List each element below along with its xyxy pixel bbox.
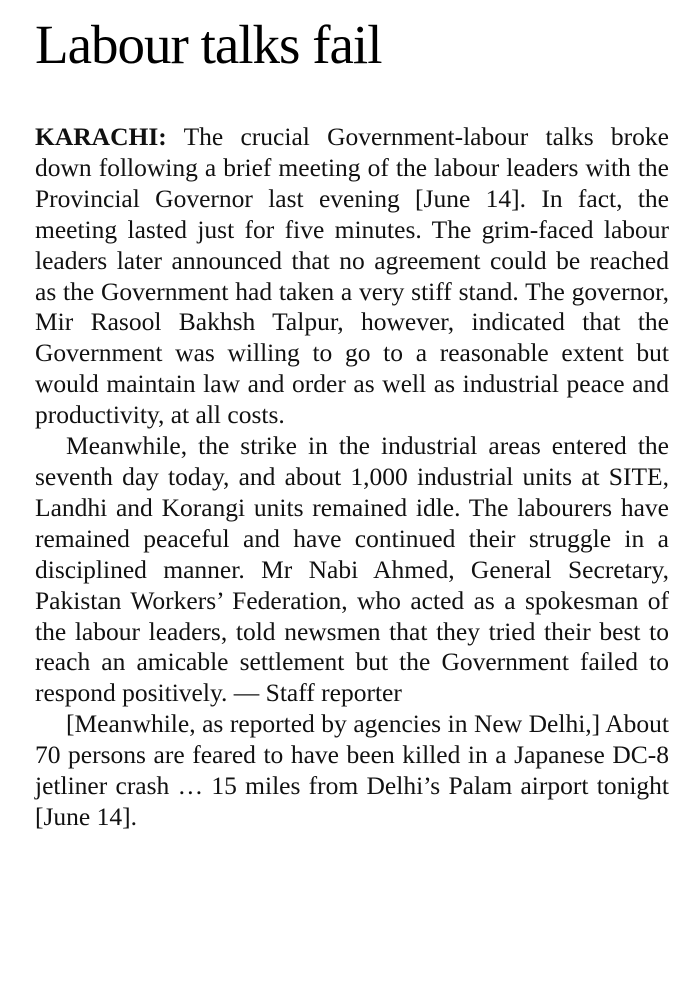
news-article	[35, 14, 669, 833]
headline: Labour talks fail	[35, 14, 382, 75]
dateline: KARACHI:	[35, 122, 167, 151]
paragraph-1	[35, 122, 669, 431]
article-body	[35, 122, 669, 833]
paragraph-1-text: The crucial Government-labour talks broke down following a brief meeting of the labour leaders with the Provincial Governor last evening [June 14]. In fact, the meeting lasted just for five minutes. The grim-faced labour leaders later announced that no agreement could be reached as the Government had taken a very stiff stand. The governor, Mir Rasool Bakhsh Talpur, however, indicated that the Government was willing to go to a reasonable extent but would maintain law and order as well as industrial peace and productivity, at all costs.	[35, 122, 669, 430]
paragraph-3: [Meanwhile, as reported by agencies in New Delhi,] About 70 persons are feared to have been killed in a Japanese DC-8 jetliner crash … 15 miles from Delhi’s Palam airport tonight [June 14].	[35, 709, 669, 831]
paragraph-2: Meanwhile, the strike in the industrial areas entered the seventh day today, and about 1,000 industrial units at SITE, Landhi and Korangi units remained idle. The labourers have remained peaceful and have continued their struggle in a disciplined manner. Mr Nabi Ahmed, General Secretary, Pakistan Workers’ Federation, who acted as a spokesman of the labour leaders, told newsmen that they tried their best to reach an amicable settlement but the Government failed to respond positively. — Staff reporter	[35, 431, 669, 708]
